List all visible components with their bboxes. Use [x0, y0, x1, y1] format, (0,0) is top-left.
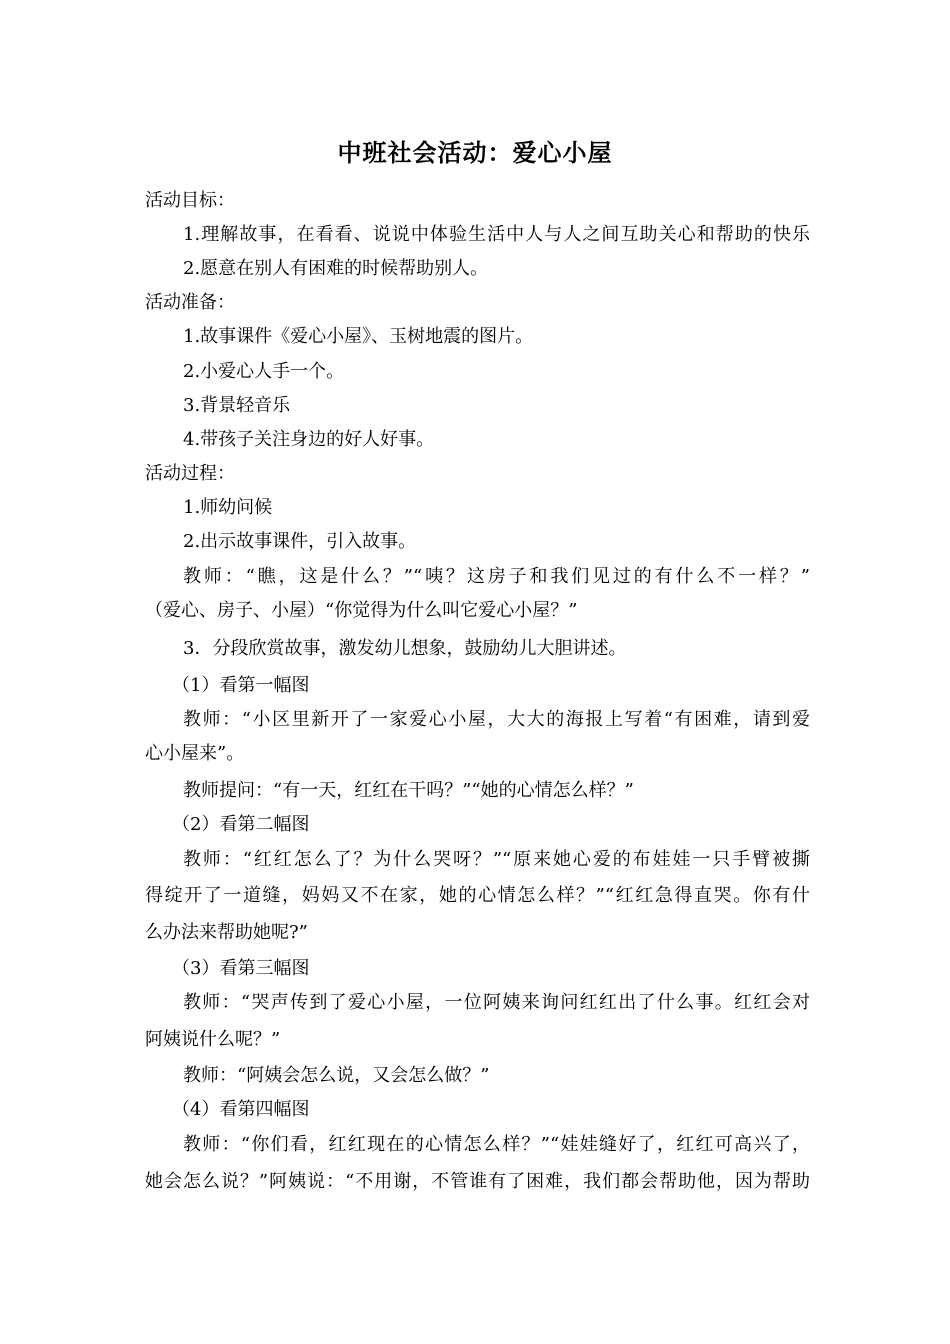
- paragraph-line: （爱心、房子、小屋）“你觉得为什么叫它爱心小屋？”: [145, 600, 578, 621]
- paragraph-line: 教师：“阿姨会怎么说，又会怎么做？”: [183, 1065, 490, 1086]
- document-title: 中班社会活动：爱心小屋: [337, 139, 613, 167]
- sub-heading-picture-2: （2）看第二幅图: [172, 814, 310, 835]
- prep-item-2: 2.小爱心人手一个。: [183, 361, 345, 382]
- section-heading-process: 活动过程：: [145, 463, 235, 484]
- sub-heading-picture-3: （3）看第三幅图: [172, 958, 310, 979]
- process-item-1: 1.师幼问候: [183, 497, 273, 518]
- process-item-3: 3．分段欣赏故事，激发幼儿想象，鼓励幼儿大胆讲述。: [183, 638, 627, 659]
- process-item-2: 2.出示故事课件，引入故事。: [183, 531, 417, 552]
- paragraph-line: 教师：“你们看，红红现在的心情怎么样？”“娃娃缝好了，红红可高兴了，: [183, 1134, 810, 1155]
- sub-heading-picture-1: （1）看第一幅图: [172, 675, 310, 696]
- paragraph-line: 教师提问：“有一天，红红在干吗？”“她的心情怎么样？”: [183, 780, 634, 801]
- paragraph-line: 么办法来帮助她呢?”: [145, 922, 308, 943]
- paragraph-line: 她会怎么说？”阿姨说：“不用谢，不管谁有了困难，我们都会帮助他，因为帮助: [145, 1171, 810, 1192]
- paragraph-line: 阿姨说什么呢？”: [145, 1029, 281, 1050]
- goal-item-2: 2.愿意在别人有困难的时候帮助别人。: [183, 258, 489, 279]
- paragraph-line: 教师：“小区里新开了一家爱心小屋，大大的海报上写着“有困难，请到爱: [183, 709, 810, 730]
- paragraph-line: 教师：“红红怎么了？为什么哭呀？”“原来她心爱的布娃娃一只手臂被撕: [183, 849, 810, 870]
- paragraph-line: 得绽开了一道缝，妈妈又不在家，她的心情怎么样？”“红红急得直哭。你有什: [145, 885, 810, 906]
- sub-heading-picture-4: （4）看第四幅图: [172, 1099, 310, 1120]
- prep-item-3: 3.背景轻音乐: [183, 395, 291, 416]
- section-heading-goals: 活动目标：: [145, 190, 235, 211]
- paragraph-line: 教师：“哭声传到了爱心小屋，一位阿姨来询问红红出了什么事。红红会对: [183, 992, 810, 1013]
- section-heading-preparation: 活动准备：: [145, 292, 235, 313]
- paragraph-line: 心小屋来”。: [145, 743, 245, 764]
- prep-item-4: 4.带孩子关注身边的好人好事。: [183, 429, 435, 450]
- paragraph-line: 教师：“瞧，这是什么？”“咦？这房子和我们见过的有什么不一样？”: [183, 566, 810, 587]
- goal-item-1: 1.理解故事，在看看、说说中体验生活中人与人之间互助关心和帮助的快乐: [183, 224, 810, 245]
- prep-item-1: 1.故事课件《爱心小屋》、玉树地震的图片。: [183, 326, 534, 347]
